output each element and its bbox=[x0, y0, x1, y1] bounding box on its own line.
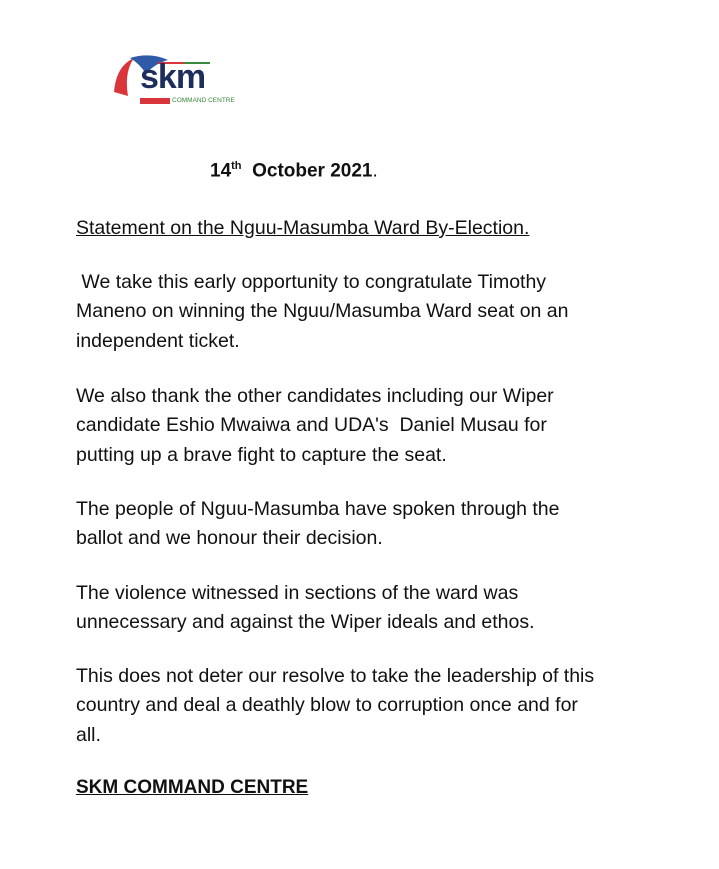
statement-heading: Statement on the Nguu-Masumba Ward By-Election. bbox=[76, 217, 530, 239]
date-day: 14 bbox=[210, 160, 232, 182]
paragraph: The violence witnessed in sections of the ward was unnecessary and against the Wiper ideals and ethos. bbox=[76, 582, 535, 634]
logo-wordmark: skm bbox=[140, 58, 206, 96]
skm-logo bbox=[110, 52, 260, 114]
date-period: . bbox=[372, 160, 378, 182]
paragraph: The people of Nguu-Masumba have spoken through the ballot and we honour their decision. bbox=[76, 498, 560, 550]
logo-subtitle: COMMAND CENTRE bbox=[172, 97, 235, 104]
paragraph: We also thank the other candidates including our Wiper candidate Eshio Mwaiwa and UDA's Daniel Musau for putting up a brave fight to capture the seat. bbox=[76, 385, 554, 466]
date-rest: October 2021 bbox=[252, 160, 373, 182]
signature: SKM COMMAND CENTRE bbox=[76, 777, 309, 798]
paragraph: This does not deter our resolve to take the leadership of this country and deal a deathly blow to corruption once and for all. bbox=[76, 665, 595, 746]
logo-red-bar bbox=[140, 98, 170, 104]
paragraph: We take this early opportunity to congratulate Timothy Maneno on winning the Nguu/Masumba Ward seat on an independent ticket. bbox=[76, 271, 569, 352]
statement-date bbox=[210, 160, 378, 182]
date-suffix: th bbox=[231, 160, 242, 172]
